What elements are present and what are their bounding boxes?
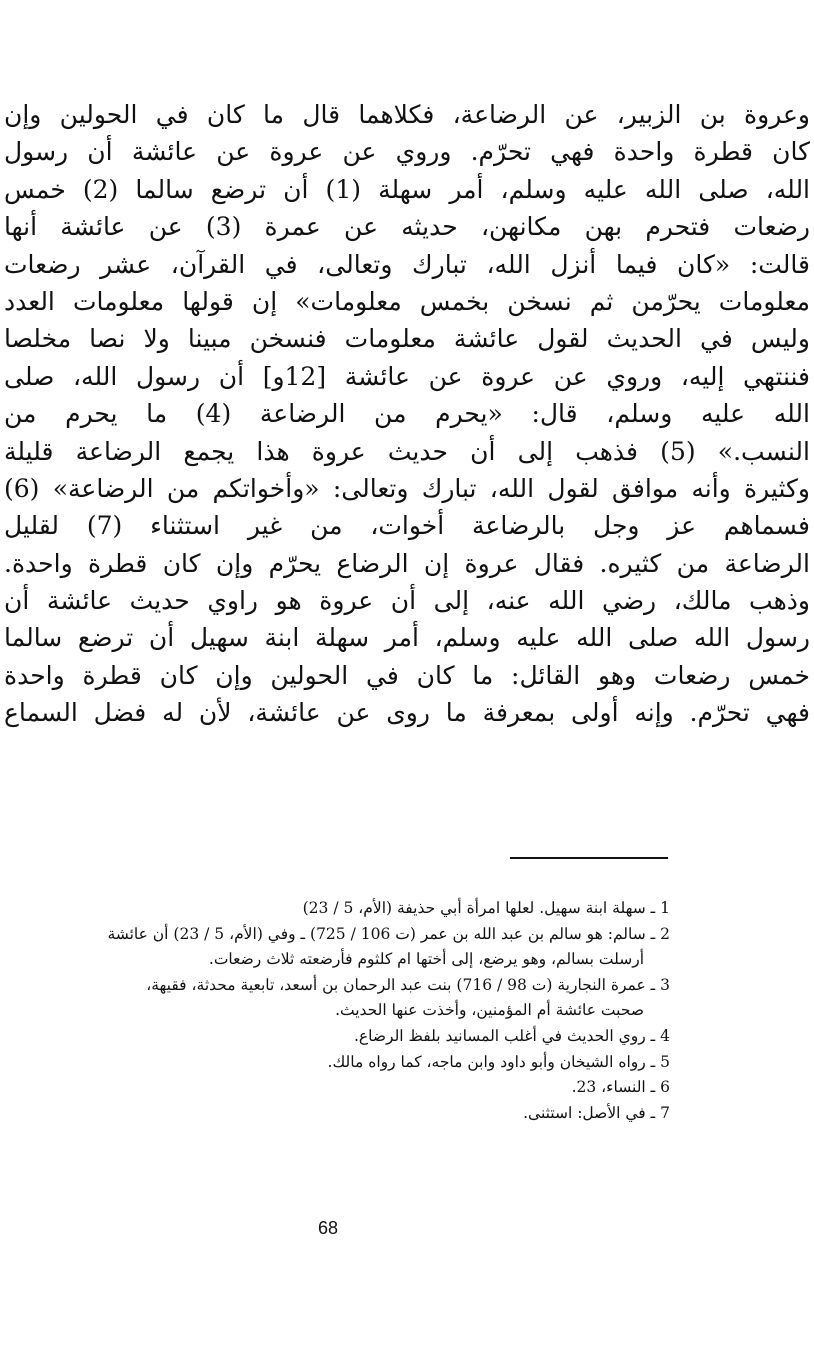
footnote: 3 ـ عمرة النجارية (ت 98 / 716) بنت عبد الرحمان بن أسعد، تابعية محدثة، فقيهة، (146, 975, 670, 994)
footnotes (8, 896, 670, 1126)
text-line: وكثيرة وأنه موافق لقول الله، تبارك وتعالى: «وأخواتكم من الرضاعة» (6) (4, 473, 810, 503)
footnote: 4 ـ روي الحديث في أغلب المسانيد بلفظ الرضاع. (353, 1026, 670, 1045)
text-line: وعروة بن الزبير، عن الرضاعة، فكلاهما قال ما كان في الحولين وإن (4, 100, 810, 129)
text-line: قالت: «كان فيما أنزل الله، تبارك وتعالى، في القرآن، عشر رضعات (4, 249, 810, 279)
text-line: فهي تحرّم. وإنه أولى بمعرفة ما روى عن عائشة، لأن له فضل السماع (4, 698, 810, 728)
text-line: رسول الله صلى الله عليه وسلم، أمر سهلة ابنة سهيل أن ترضع سالما (4, 623, 810, 653)
footnote: 5 ـ رواه الشيخان وأبو داود وابن ماجه، كما رواه مالك. (327, 1052, 670, 1071)
footnote: 6 ـ النساء، 23. (571, 1078, 670, 1097)
footnote: 2 ـ سالم: هو سالم بن عبد الله بن عمر (ت 106 / 725) ـ وفي (الأم، 5 / 23) أن عائشة (107, 924, 670, 943)
text-line: رضعات فتحرم بهن مكانهن، حديثه عن عمرة (3) عن عائشة أنها (4, 212, 810, 242)
text-line: الرضاعة من كثيره. فقال عروة إن الرضاع يحرّم وإن كان قطرة واحدة. (4, 548, 810, 578)
footnote-continuation: أرسلت بسالم، وهو يرضع، إلى أختها ام كلثوم فأرضعته ثلاث رضعات. (208, 950, 644, 969)
footnote: 1 ـ سهلة ابنة سهيل. لعلها امرأة أبي حذيفة (الأم، 5 / 23) (302, 899, 670, 917)
main-text-block (4, 96, 810, 732)
footnote: 7 ـ في الأصل: استثنى. (523, 1103, 670, 1122)
text-line: النسب.» (5) فذهب إلى أن حديث عروة هذا يجمع الرضاعة قليلة (4, 436, 810, 466)
footnote-continuation: صحبت عائشة أم المؤمنين، وأخذت عنها الحديث. (335, 1001, 644, 1020)
text-line: خمس رضعات وهو القائل: ما كان في الحولين وإن كان قطرة واحدة (4, 660, 810, 690)
page-number: 68 (317, 1218, 339, 1238)
text-line: معلومات يحرّمن ثم نسخن بخمس معلومات» إن قولها معلومات العدد (4, 286, 810, 316)
text-line: وليس في الحديث لقول عائشة معلومات فنسخن مبينا ولا نصا مخلصا (4, 324, 810, 354)
text-line: وذهب مالك، رضي الله عنه، إلى أن عروة هو راوي حديث عائشة أن (4, 586, 810, 616)
text-line: الله، صلى الله عليه وسلم، أمر سهلة (1) أن ترضع سالما (2) خمس (4, 174, 810, 204)
text-line: فننتهي إليه، وروي عن عروة عن عائشة [12و] أن رسول الله، صلى (4, 361, 810, 391)
text-line: كان قطرة واحدة فهي تحرّم. وروي عن عروة عن عائشة أن رسول (4, 137, 810, 167)
footnote-separator (510, 857, 668, 859)
text-line: فسماهم عز وجل بالرضاعة أخوات، من غير استثناء (7) لقليل (4, 511, 810, 541)
text-line: الله عليه وسلم، قال: «يحرم من الرضاعة (4) ما يحرم من (4, 399, 810, 429)
